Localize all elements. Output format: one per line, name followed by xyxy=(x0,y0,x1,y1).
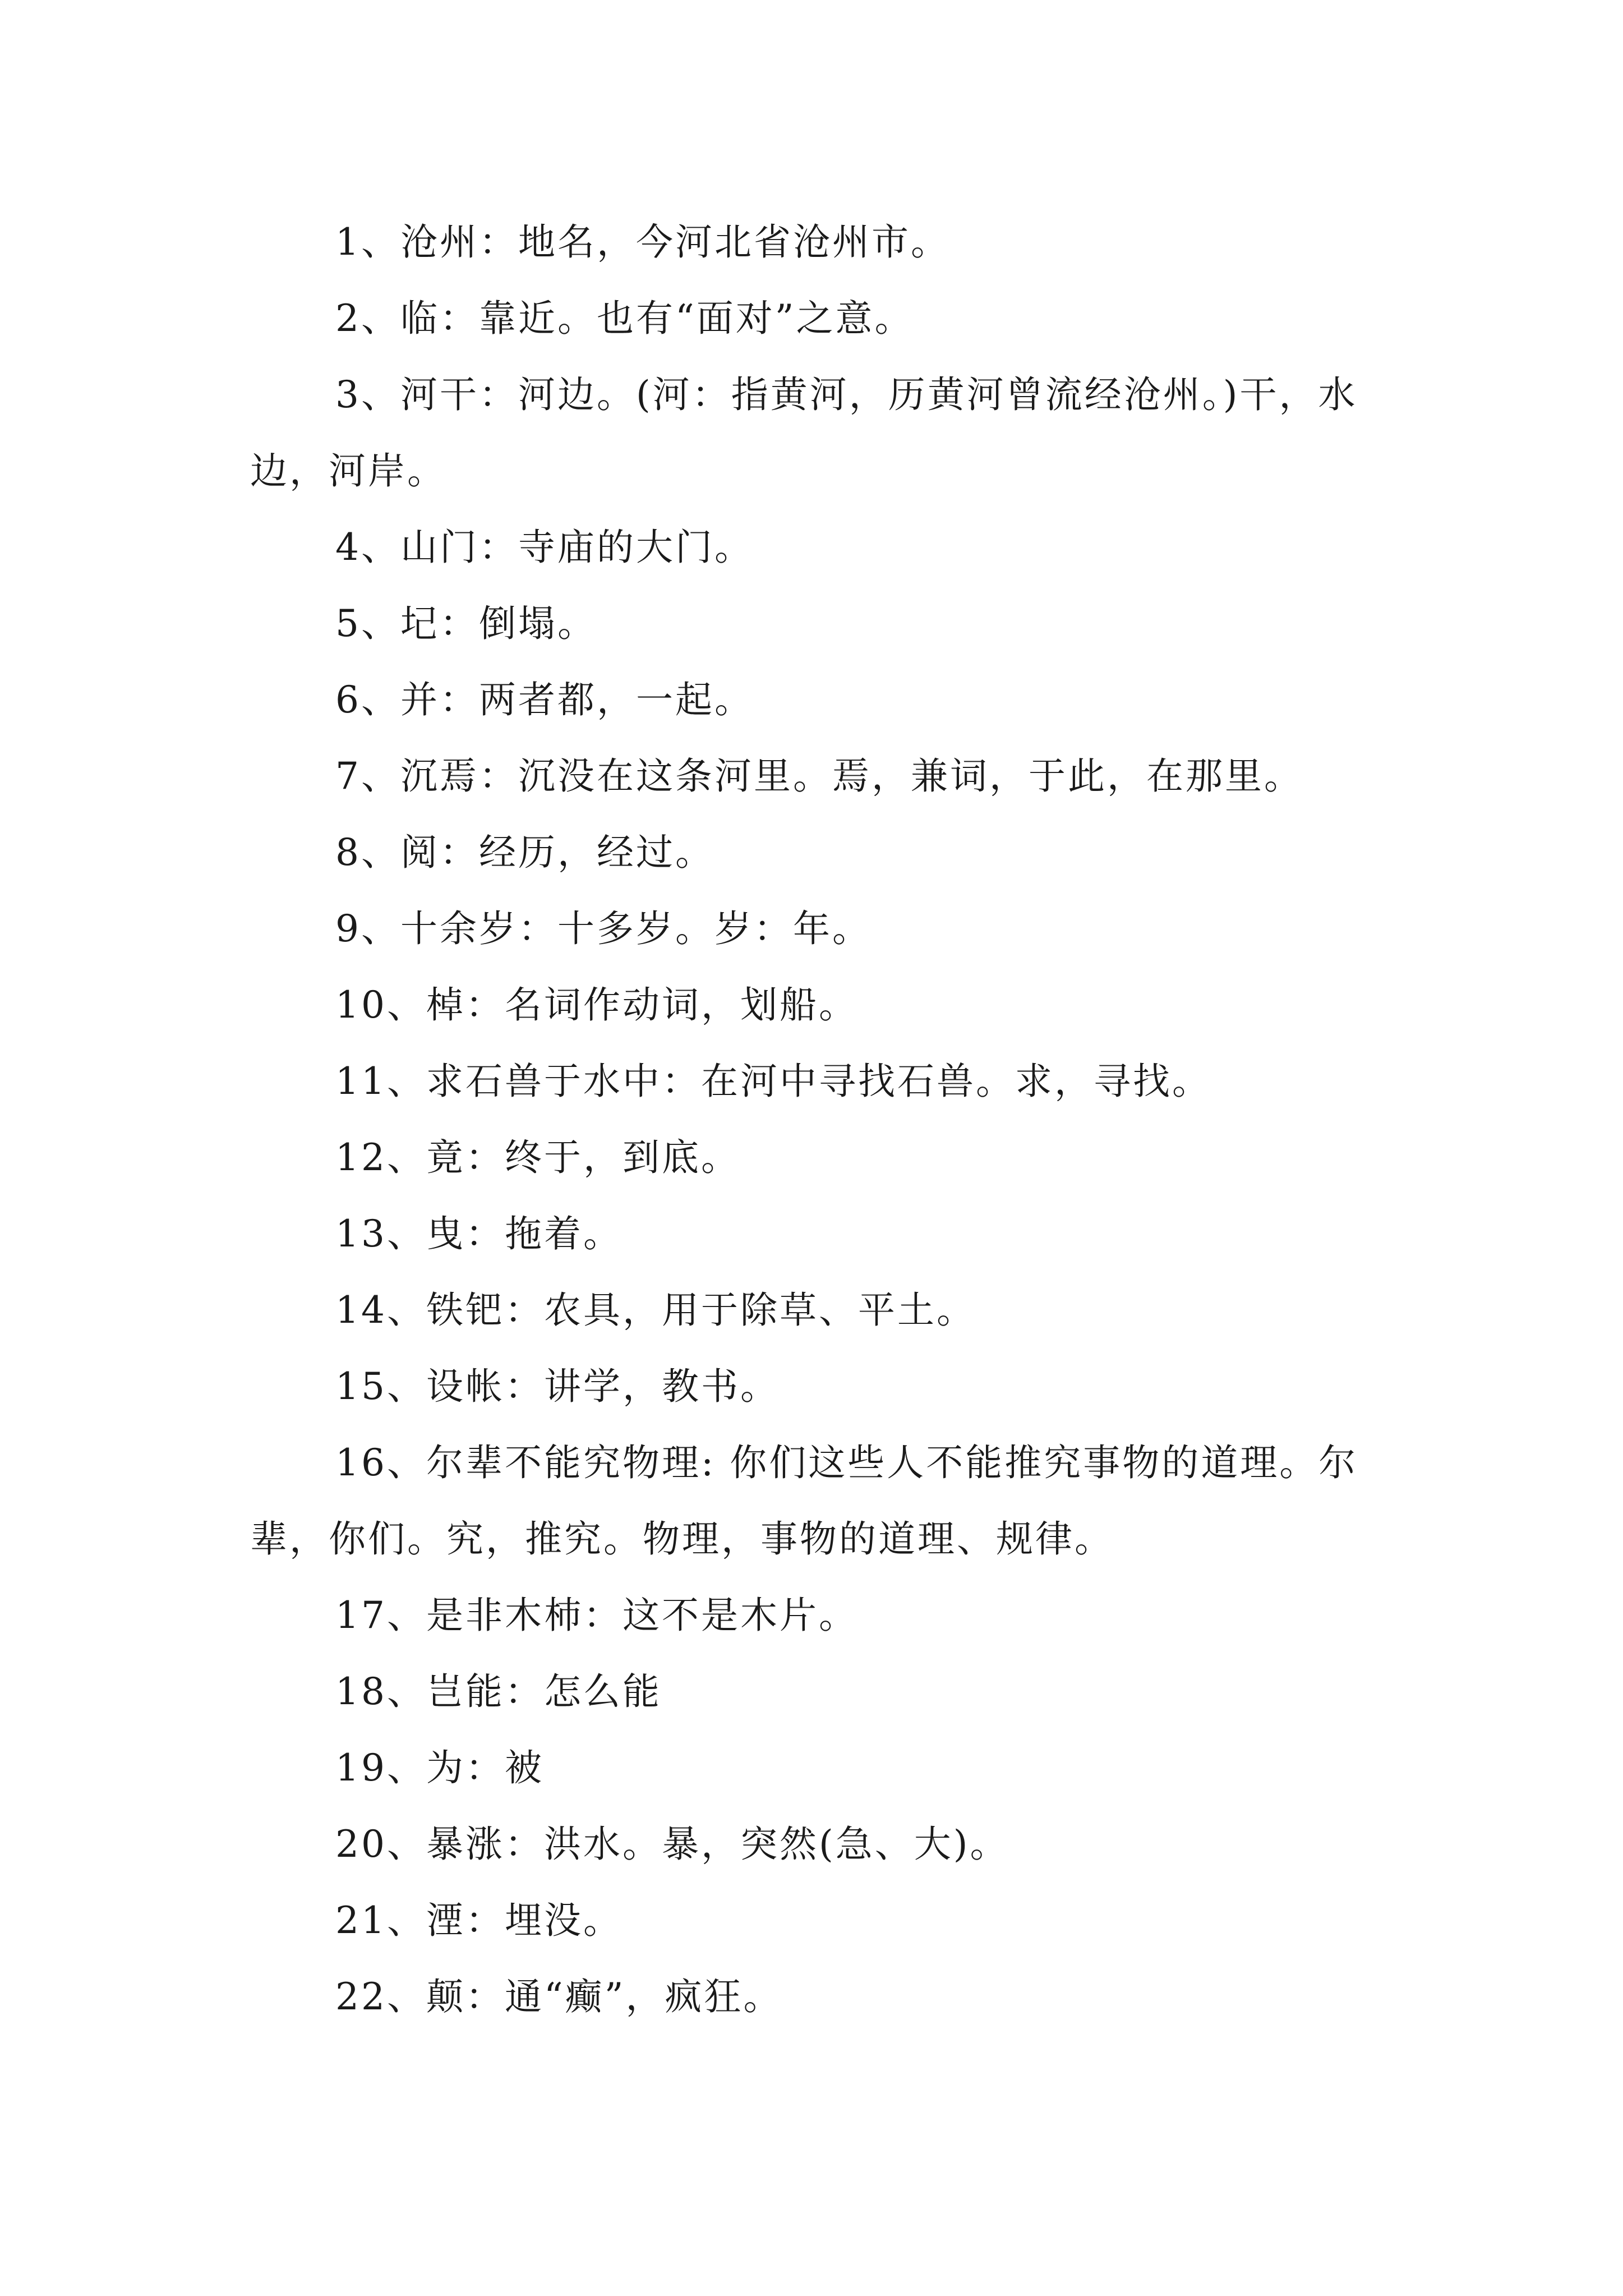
note-item: 21、湮：埋没。 xyxy=(335,1899,623,1942)
note-item: 12、竟：终于，到底。 xyxy=(335,1136,740,1179)
note-item: 13、曳：拖着。 xyxy=(335,1212,623,1255)
note-item: 4、山门：寺庙的大门。 xyxy=(335,526,754,569)
note-item: 18、岂能：怎么能 xyxy=(335,1670,662,1713)
note-item: 1、沧州：地名，今河北省沧州市。 xyxy=(335,220,950,264)
note-item: 10、棹：名词作动词，划船。 xyxy=(335,983,858,1027)
annotation-list xyxy=(250,204,1417,2035)
note-item: 9、十余岁：十多岁。岁：年。 xyxy=(335,907,872,950)
note-item: 6、并：两者都，一起。 xyxy=(335,678,754,721)
note-item: 17、是非木杮：这不是木片。 xyxy=(335,1594,858,1637)
note-item: 15、设帐：讲学，教书。 xyxy=(335,1365,780,1408)
note-item: 20、暴涨：洪水。暴，突然(急、大)。 xyxy=(335,1823,1009,1866)
note-item: 7、沉焉：沉没在这条河里。焉，兼词，于此，在那里。 xyxy=(335,754,1303,798)
note-item: 14、铁钯：农具，用于除草、平土。 xyxy=(335,1289,976,1332)
note-item: 2、临：靠近。也有“面对”之意。 xyxy=(335,297,914,340)
note-item: 22、颠：通“癫”，疯狂。 xyxy=(335,1975,783,2018)
note-item: 16、尔辈不能究物理: 你们这些人不能推究事物的道理。尔辈，你们。究，推究。物理，事物的道理、规律。 xyxy=(250,1441,1358,1561)
note-item: 5、圮：倒塌。 xyxy=(335,602,597,645)
note-item: 8、阅：经历，经过。 xyxy=(335,831,714,874)
note-item: 11、求石兽于水中：在河中寻找石兽。求，寻找。 xyxy=(335,1060,1211,1103)
note-item: 3、河干：河边。(河：指黄河，历黄河曾流经沧州。)干，水边，河岸。 xyxy=(250,373,1358,493)
note-item: 19、为：被 xyxy=(335,1746,544,1789)
